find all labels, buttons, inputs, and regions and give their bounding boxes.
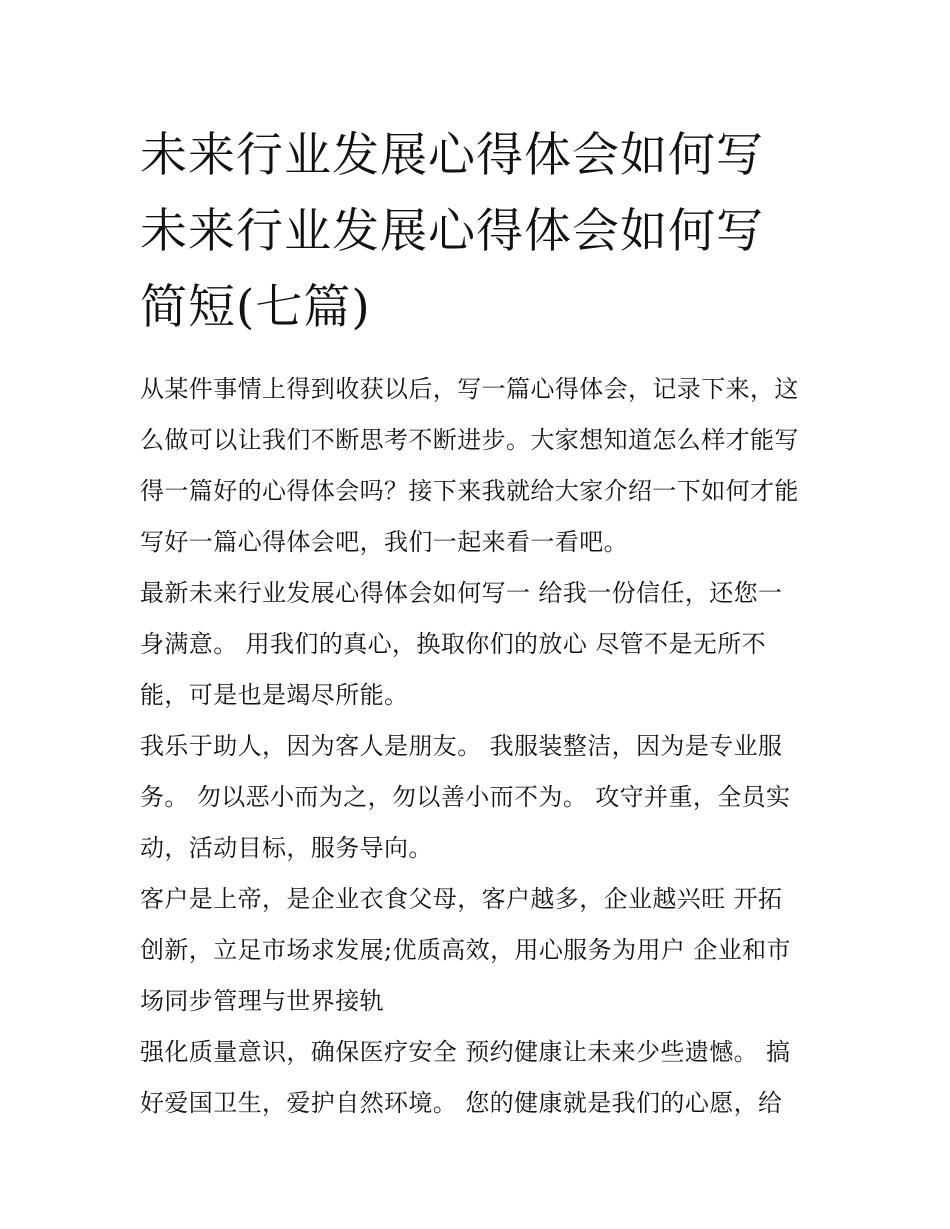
document-title <box>140 118 820 346</box>
paragraph-line: 创新，立足市场求发展;优质高效，用心服务为用户 企业和市 <box>140 936 791 964</box>
title-line: 未来行业发展心得体会如何写 <box>140 204 764 259</box>
paragraph-3 <box>140 874 820 1027</box>
paragraph-line: 动，活动目标，服务导向。 <box>140 834 433 862</box>
paragraph-1 <box>140 568 820 721</box>
paragraph-line: 客户是上帝，是企业衣食父母，客户越多，企业越兴旺 开拓 <box>140 885 783 913</box>
paragraph-line: 最新未来行业发展心得体会如何写一 给我一份信任，还您一 <box>140 579 783 607</box>
paragraph-line: 么做可以让我们不断思考不断进步。大家想知道怎么样才能写 <box>140 426 799 454</box>
title-line: 简短(七篇) <box>140 280 371 335</box>
paragraph-line: 从某件事情上得到收获以后，写一篇心得体会，记录下来，这 <box>140 375 799 403</box>
paragraph-line: 场同步管理与世界接轨 <box>140 987 384 1015</box>
paragraph-line: 身满意。 用我们的真心，换取你们的放心 尽管不是无所不 <box>140 630 767 658</box>
paragraph-2 <box>140 721 820 874</box>
paragraph-line: 得一篇好的心得体会吗？接下来我就给大家介绍一下如何才能 <box>140 477 799 505</box>
paragraph-line: 好爱国卫生，爱护自然环境。 您的健康就是我们的心愿，给 <box>140 1089 783 1117</box>
paragraph-line: 写好一篇心得体会吧，我们一起来看一看吧。 <box>140 528 628 556</box>
title-line: 未来行业发展心得体会如何写 <box>140 128 764 183</box>
paragraph-4 <box>140 1027 820 1129</box>
paragraph-line: 务。 勿以恶小而为之，勿以善小而不为。 攻守并重，全员实 <box>140 783 791 811</box>
paragraph-intro <box>140 364 820 568</box>
paragraph-line: 强化质量意识，确保医疗安全 预约健康让未来少些遗憾。 搞 <box>140 1038 791 1066</box>
paragraph-line: 能，可是也是竭尽所能。 <box>140 681 409 709</box>
paragraph-line: 我乐于助人，因为客人是朋友。 我服装整洁，因为是专业服 <box>140 732 783 760</box>
